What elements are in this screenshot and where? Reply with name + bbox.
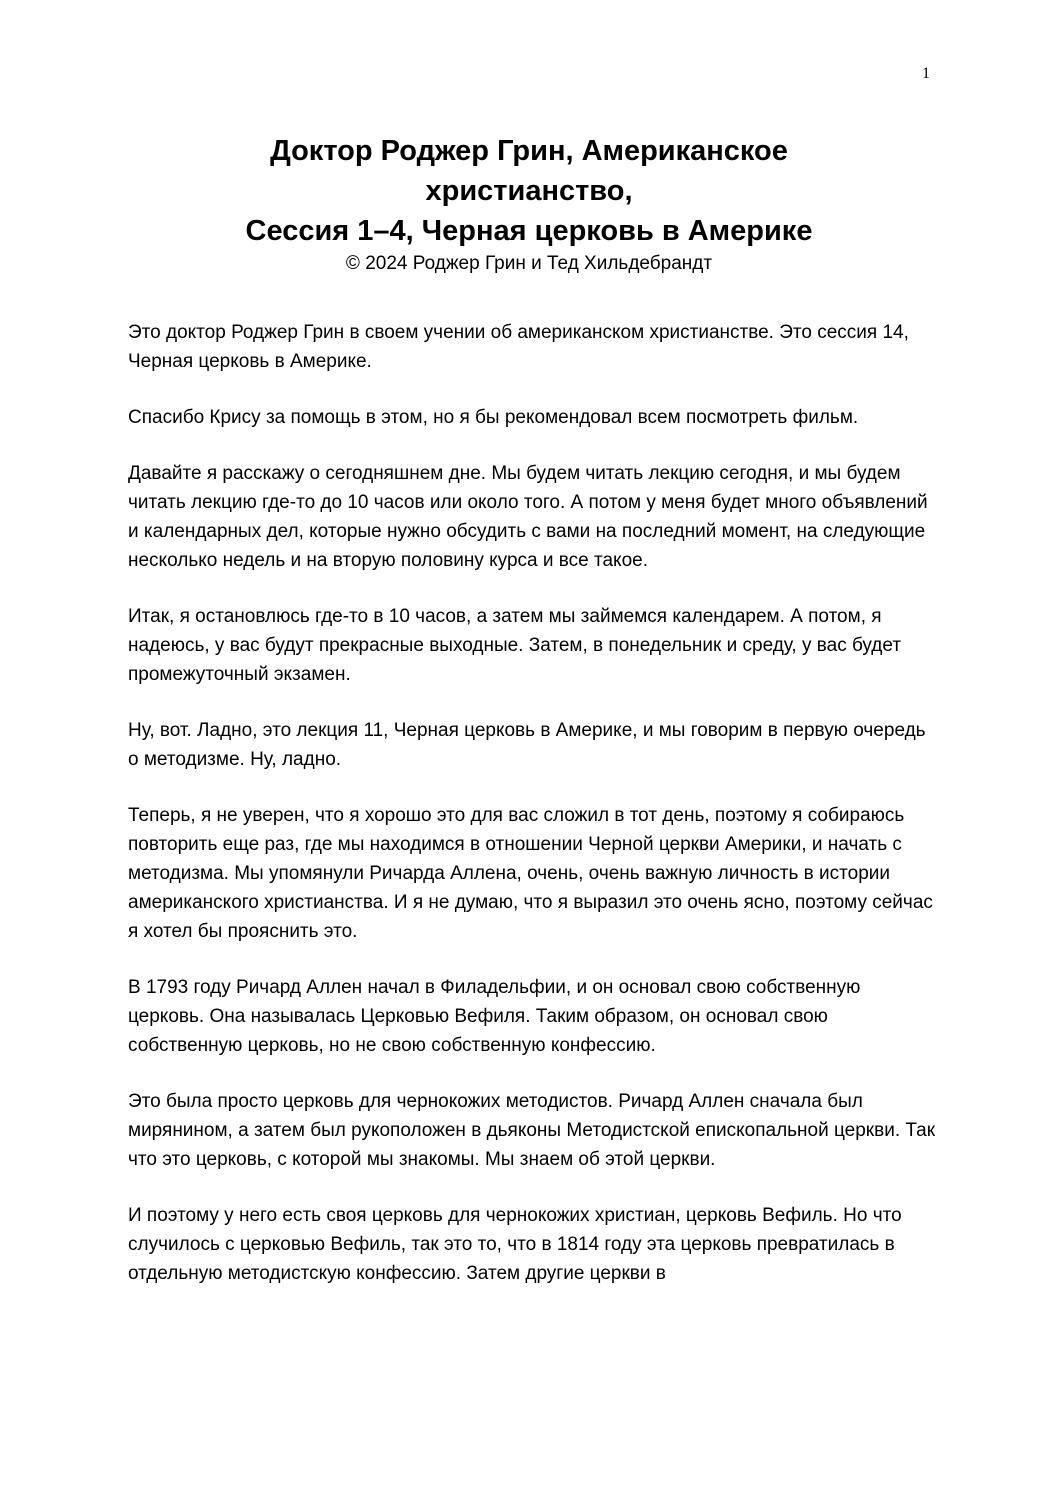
document-body bbox=[128, 318, 940, 1315]
document-title-line-2: христианство, bbox=[425, 175, 633, 207]
paragraph: Это доктор Роджер Грин в своем учении об американском христианстве. Это сессия 14, Черная церковь в Америке. bbox=[128, 322, 909, 372]
paragraph: Итак, я остановлюсь где-то в 10 часов, а затем мы займемся календарем. А потом, я надеюсь, у вас будут прекрасные выходные. Затем, в понедельник и среду, у вас будет промежуточный экзамен. bbox=[128, 606, 902, 685]
paragraph: Это была просто церковь для чернокожих методистов. Ричард Аллен сначала был мирянином, а затем был рукоположен в дьяконы Методистской епископальной церкви. Так что это церковь, с которой мы знакомы. Мы знаем об этой церкви. bbox=[128, 1091, 936, 1170]
paragraph: И поэтому у него есть своя церковь для чернокожих христиан, церковь Вефиль. Но что случилось с церковью Вефиль, так это то, что в 1814 году эта церковь превратилась в отдельную методистскую конфессию. Затем другие церкви в bbox=[128, 1205, 902, 1284]
paragraph: Спасибо Крису за помощь в этом, но я бы рекомендовал всем посмотреть фильм. bbox=[128, 407, 859, 428]
copyright-notice: © 2024 Роджер Грин и Тед Хильдебрандт bbox=[345, 253, 713, 274]
paragraph: Теперь, я не уверен, что я хорошо это для вас сложил в тот день, поэтому я собираюсь повторить еще раз, где мы находимся в отношении Черной церкви Америки, и начать с методизма. Мы упомянули Ричарда Аллена, очень, очень важную личность в истории американского христианства. И я не думаю, что я выразил это очень ясно, поэтому сейчас я хотел бы прояснить это. bbox=[128, 805, 933, 942]
paragraph: В 1793 году Ричард Аллен начал в Филадельфии, и он основал свою собственную церковь. Она называлась Церковью Вефиля. Таким образом, он основал свою собственную церковь, но не свою собственную конфессию. bbox=[128, 977, 861, 1056]
paragraph: Давайте я расскажу о сегодняшнем дне. Мы будем читать лекцию сегодня, и мы будем читать лекцию где-то до 10 часов или около того. А потом у меня будет много объявлений и календарных дел, которые нужно обсудить с вами на последний момент, на следующие несколько недель и на вторую половину курса и все такое. bbox=[128, 463, 928, 571]
document-title-block bbox=[128, 131, 930, 277]
paragraph: Ну, вот. Ладно, это лекция 11, Черная церковь в Америке, и мы говорим в первую очередь о методизме. Ну, ладно. bbox=[128, 720, 926, 770]
document-title-line-1: Доктор Роджер Грин, Американское bbox=[270, 135, 788, 167]
document-title-line-3: Сессия 1–4, Черная церковь в Америке bbox=[245, 215, 813, 247]
page-number: 1 bbox=[922, 65, 930, 82]
